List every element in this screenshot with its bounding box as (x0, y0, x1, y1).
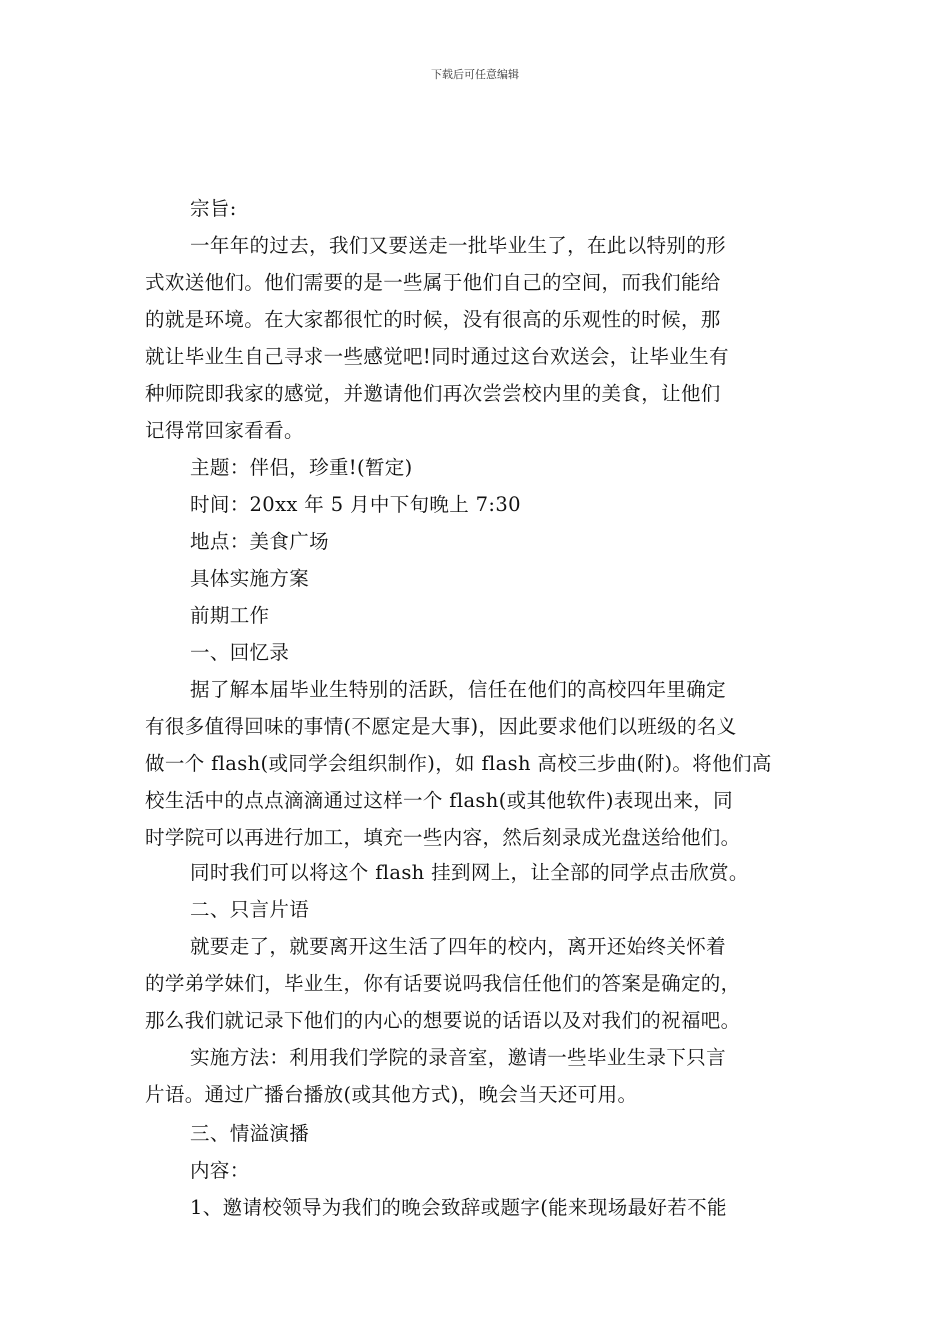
paragraph-line: 时学院可以再进行加工，填充一些内容，然后刻录成光盘送给他们。 (145, 826, 741, 849)
paragraph-line: 式欢送他们。他们需要的是一些属于他们自己的空间，而我们能给 (145, 271, 721, 294)
section-heading: 前期工作 (190, 604, 270, 627)
paragraph-line: 主题：伴侣，珍重!(暂定) (190, 456, 413, 479)
paragraph-line: 的就是环境。在大家都很忙的时候，没有很高的乐观性的时候，那 (145, 308, 721, 331)
paragraph-line: 内容： (190, 1159, 250, 1182)
section-heading: 三、情溢演播 (190, 1122, 310, 1145)
paragraph-line: 一年年的过去，我们又要送走一批毕业生了，在此以特别的形 (190, 234, 726, 257)
paragraph-line: 种师院即我家的感觉，并邀请他们再次尝尝校内里的美食，让他们 (145, 382, 721, 405)
paragraph-line: 1、邀请校领导为我们的晚会致辞或题字(能来现场最好若不能 (190, 1196, 727, 1219)
paragraph-line: 宗旨: (190, 197, 237, 220)
paragraph-line: 实施方法：利用我们学院的录音室，邀请一些毕业生录下只言 (190, 1046, 726, 1069)
paragraph-line: 就要走了，就要离开这生活了四年的校内，离开还始终关怀着 (190, 935, 726, 958)
paragraph-line: 据了解本届毕业生特别的活跃，信任在他们的高校四年里确定 (190, 678, 726, 701)
paragraph-line: 时间：20xx 年 5 月中下旬晚上 7:30 (190, 493, 521, 516)
paragraph-line: 有很多值得回味的事情(不愿定是大事)，因此要求他们以班级的名义 (145, 715, 737, 738)
paragraph-line: 的学弟学妹们，毕业生，你有话要说吗我信任他们的答案是确定的， (145, 972, 741, 995)
paragraph-line: 做一个 flash(或同学会组织制作)，如 flash 高校三步曲(附)。将他们高 (145, 752, 772, 775)
page-header: 下载后可任意编辑 (431, 68, 519, 81)
section-heading: 一、回忆录 (190, 641, 290, 664)
paragraph-line: 校生活中的点点滴滴通过这样一个 flash(或其他软件)表现出来，同 (145, 789, 733, 812)
section-heading: 二、只言片语 (190, 898, 310, 921)
paragraph-line: 片语。通过广播台播放(或其他方式)，晚会当天还可用。 (145, 1083, 638, 1106)
paragraph-line: 就让毕业生自己寻求一些感觉吧!同时通过这台欢送会，让毕业生有 (145, 345, 729, 368)
paragraph-line: 那么我们就记录下他们的内心的想要说的话语以及对我们的祝福吧。 (145, 1009, 741, 1032)
paragraph-line: 记得常回家看看。 (145, 419, 304, 442)
paragraph-line: 同时我们可以将这个 flash 挂到网上，让全部的同学点击欣赏。 (190, 861, 749, 884)
section-heading: 具体实施方案 (190, 567, 310, 590)
paragraph-line: 地点：美食广场 (190, 530, 329, 553)
